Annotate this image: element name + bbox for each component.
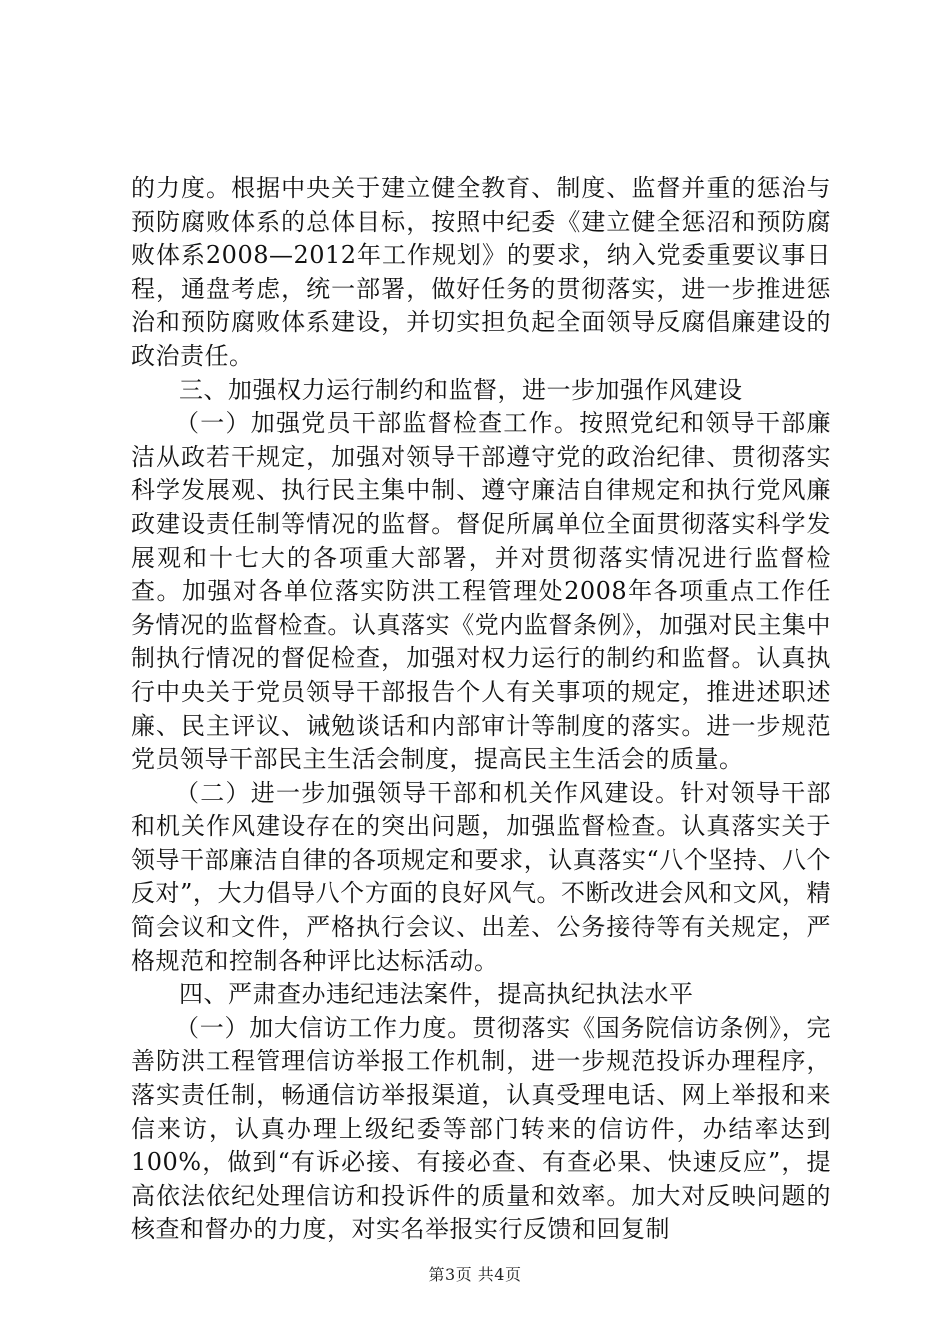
page-number-footer: 第3页 共4页	[428, 1265, 522, 1284]
section-heading-3: 三、加强权力运行制约和监督，进一步加强作风建设	[179, 375, 743, 404]
paragraph-continuation: 的力度。根据中央关于建立健全教育、制度、监督并重的惩治与预防腐败体系的总体目标，按照中纪委《建立健全惩沼和预防腐败体系2008—2012年工作规划》的要求，纳入党委重要议事日程，通盘考虑，统一部署，做好任务的贯彻落实，进一步推进惩治和预防腐败体系建设，并切实担负起全面领导反腐倡廉建设的政治责任。	[131, 174, 831, 370]
paragraph-work-style: （二）进一步加强领导干部和机关作风建设。针对领导干部和机关作风建设存在的突出问题，加强监督检查。认真落实关于领导干部廉洁自律的各项规定和要求，认真落实“八个坚持、八个反对”，大力倡导八个方面的良好风气。不断改进会风和文风，精简会议和文件，严格执行会议、出差、公务接待等有关规定，严格规范和控制各种评比达标活动。	[131, 778, 831, 975]
body-text	[131, 172, 831, 1247]
section-heading-4: 四、严肃查办违纪违法案件，提高执纪执法水平	[179, 980, 694, 1009]
paragraph-supervision: （一）加强党员干部监督检查工作。按照党纪和领导干部廉洁从政若干规定，加强对领导干部遵守党的政治纪律、贯彻落实科学发展观、执行民主集中制、遵守廉洁自律规定和执行党风廉政建设责任制等情况的监督。督促所属单位全面贯彻落实科学发展观和十七大的各项重大部署，并对贯彻落实情况进行监督检查。加强对各单位落实防洪工程管理处2008年各项重点工作任务情况的监督检查。认真落实《党内监督条例》，加强对民主集中制执行情况的督促检查，加强对权力运行的制约和监督。认真执行中央关于党员领导干部报告个人有关事项的规定，推进述职述廉、民主评议、诫勉谈话和内部审计等制度的落实。进一步规范党员领导干部民主生活会制度，提高民主生活会的质量。	[131, 409, 831, 774]
paragraph-petition: （一）加大信访工作力度。贯彻落实《国务院信访条例》，完善防洪工程管理信访举报工作机制，进一步规范投诉办理程序，落实责任制，畅通信访举报渠道，认真受理电话、网上举报和来信来访，认真办理上级纪委等部门转来的信访件，办结率达到100%，做到“有诉必接、有接必查、有查必果、快速反应”，提高依法依纪处理信访和投诉件的质量和效率。加大对反映问题的核查和督办的力度，对实名举报实行反馈和回复制	[131, 1013, 831, 1244]
